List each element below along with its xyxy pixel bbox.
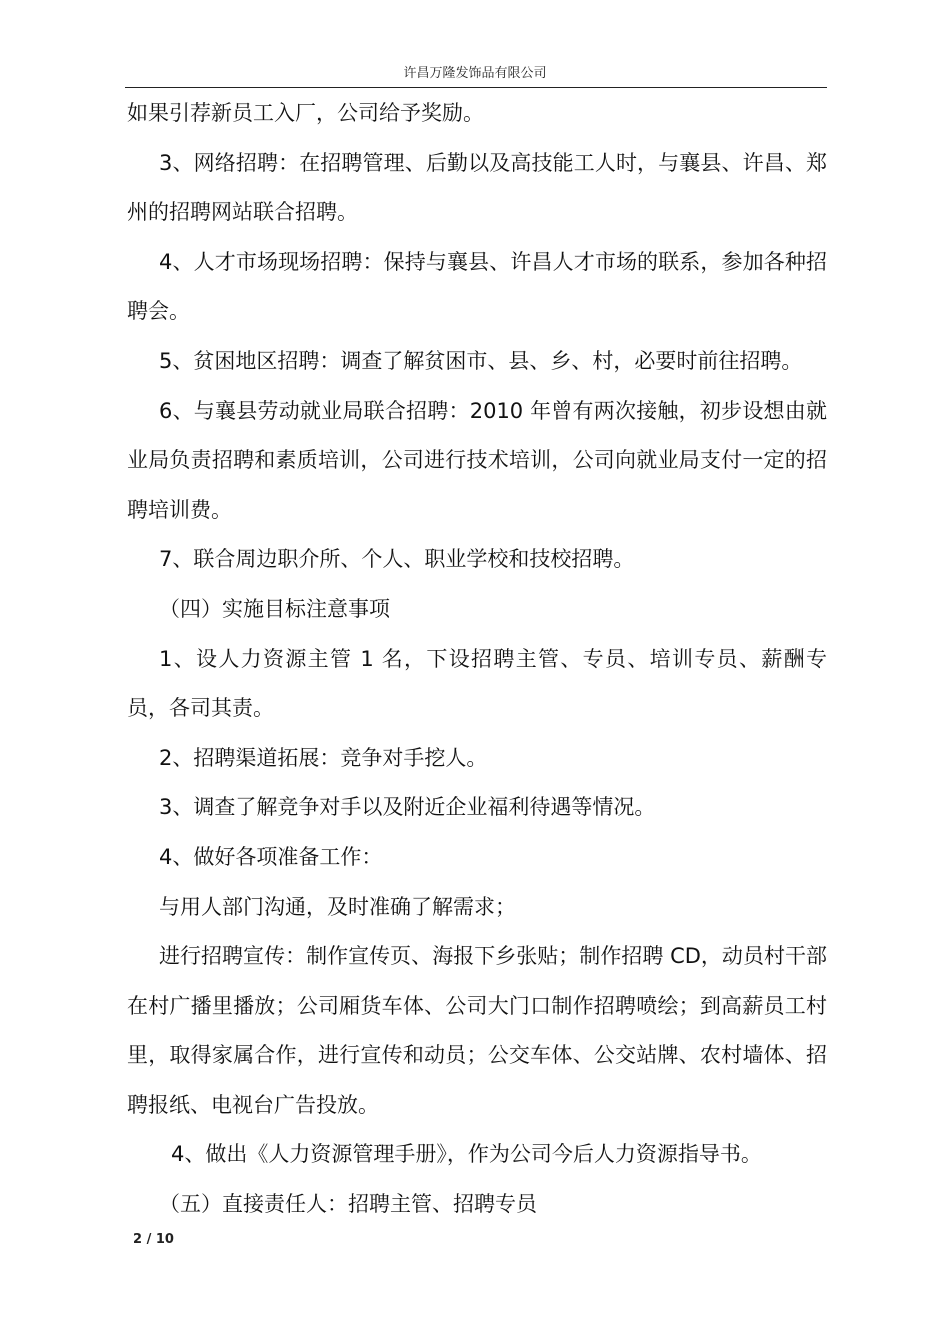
page-number: 2 / 10 — [133, 1232, 174, 1247]
paragraph: 与用人部门沟通，及时准确了解需求； — [159, 894, 516, 919]
paragraph: 5、贫困地区招聘：调查了解贫困市、县、乡、村，必要时前往招聘。 — [159, 348, 803, 373]
paragraph: 如果引荐新员工入厂，公司给予奖励。 — [127, 101, 484, 125]
document-body — [127, 89, 827, 1230]
paragraph: 2、招聘渠道拓展：竞争对手挖人。 — [159, 745, 488, 770]
section-heading: （四）实施目标注意事项 — [159, 596, 390, 621]
section-heading: （五）直接责任人：招聘主管、招聘专员 — [159, 1192, 537, 1217]
paragraph: 6、与襄县劳动就业局联合招聘：2010 年曾有两次接触，初步设想由就业局负责招聘和素质培训，公司进行技术培训，公司向就业局支付一定的招聘培训费。 — [127, 398, 827, 522]
paragraph: 1、设人力资源主管 1 名，下设招聘主管、专员、培训专员、薪酬专员，各司其责。 — [127, 646, 827, 721]
paragraph: 4、人才市场现场招聘：保持与襄县、许昌人才市场的联系，参加各种招聘会。 — [127, 249, 827, 324]
page-header-company: 许昌万隆发饰品有限公司 — [403, 66, 547, 81]
paragraph: 7、联合周边职介所、个人、职业学校和技校招聘。 — [159, 547, 635, 572]
paragraph: 4、做出《人力资源管理手册》，作为公司今后人力资源指导书。 — [171, 1142, 762, 1167]
header-divider — [125, 87, 827, 88]
paragraph: 3、调查了解竞争对手以及附近企业福利待遇等情况。 — [159, 795, 656, 820]
paragraph: 3、网络招聘：在招聘管理、后勤以及高技能工人时，与襄县、许昌、郑州的招聘网站联合招聘。 — [127, 150, 827, 225]
paragraph: 进行招聘宣传：制作宣传页、海报下乡张贴；制作招聘 CD，动员村干部在村广播里播放；公司厢货车体、公司大门口制作招聘喷绘；到高薪员工村里，取得家属合作，进行宣传和动员；公交车体、公交站牌、农村墙体、招聘报纸、电视台广告投放。 — [127, 944, 827, 1117]
paragraph: 4、做好各项准备工作： — [159, 844, 383, 869]
